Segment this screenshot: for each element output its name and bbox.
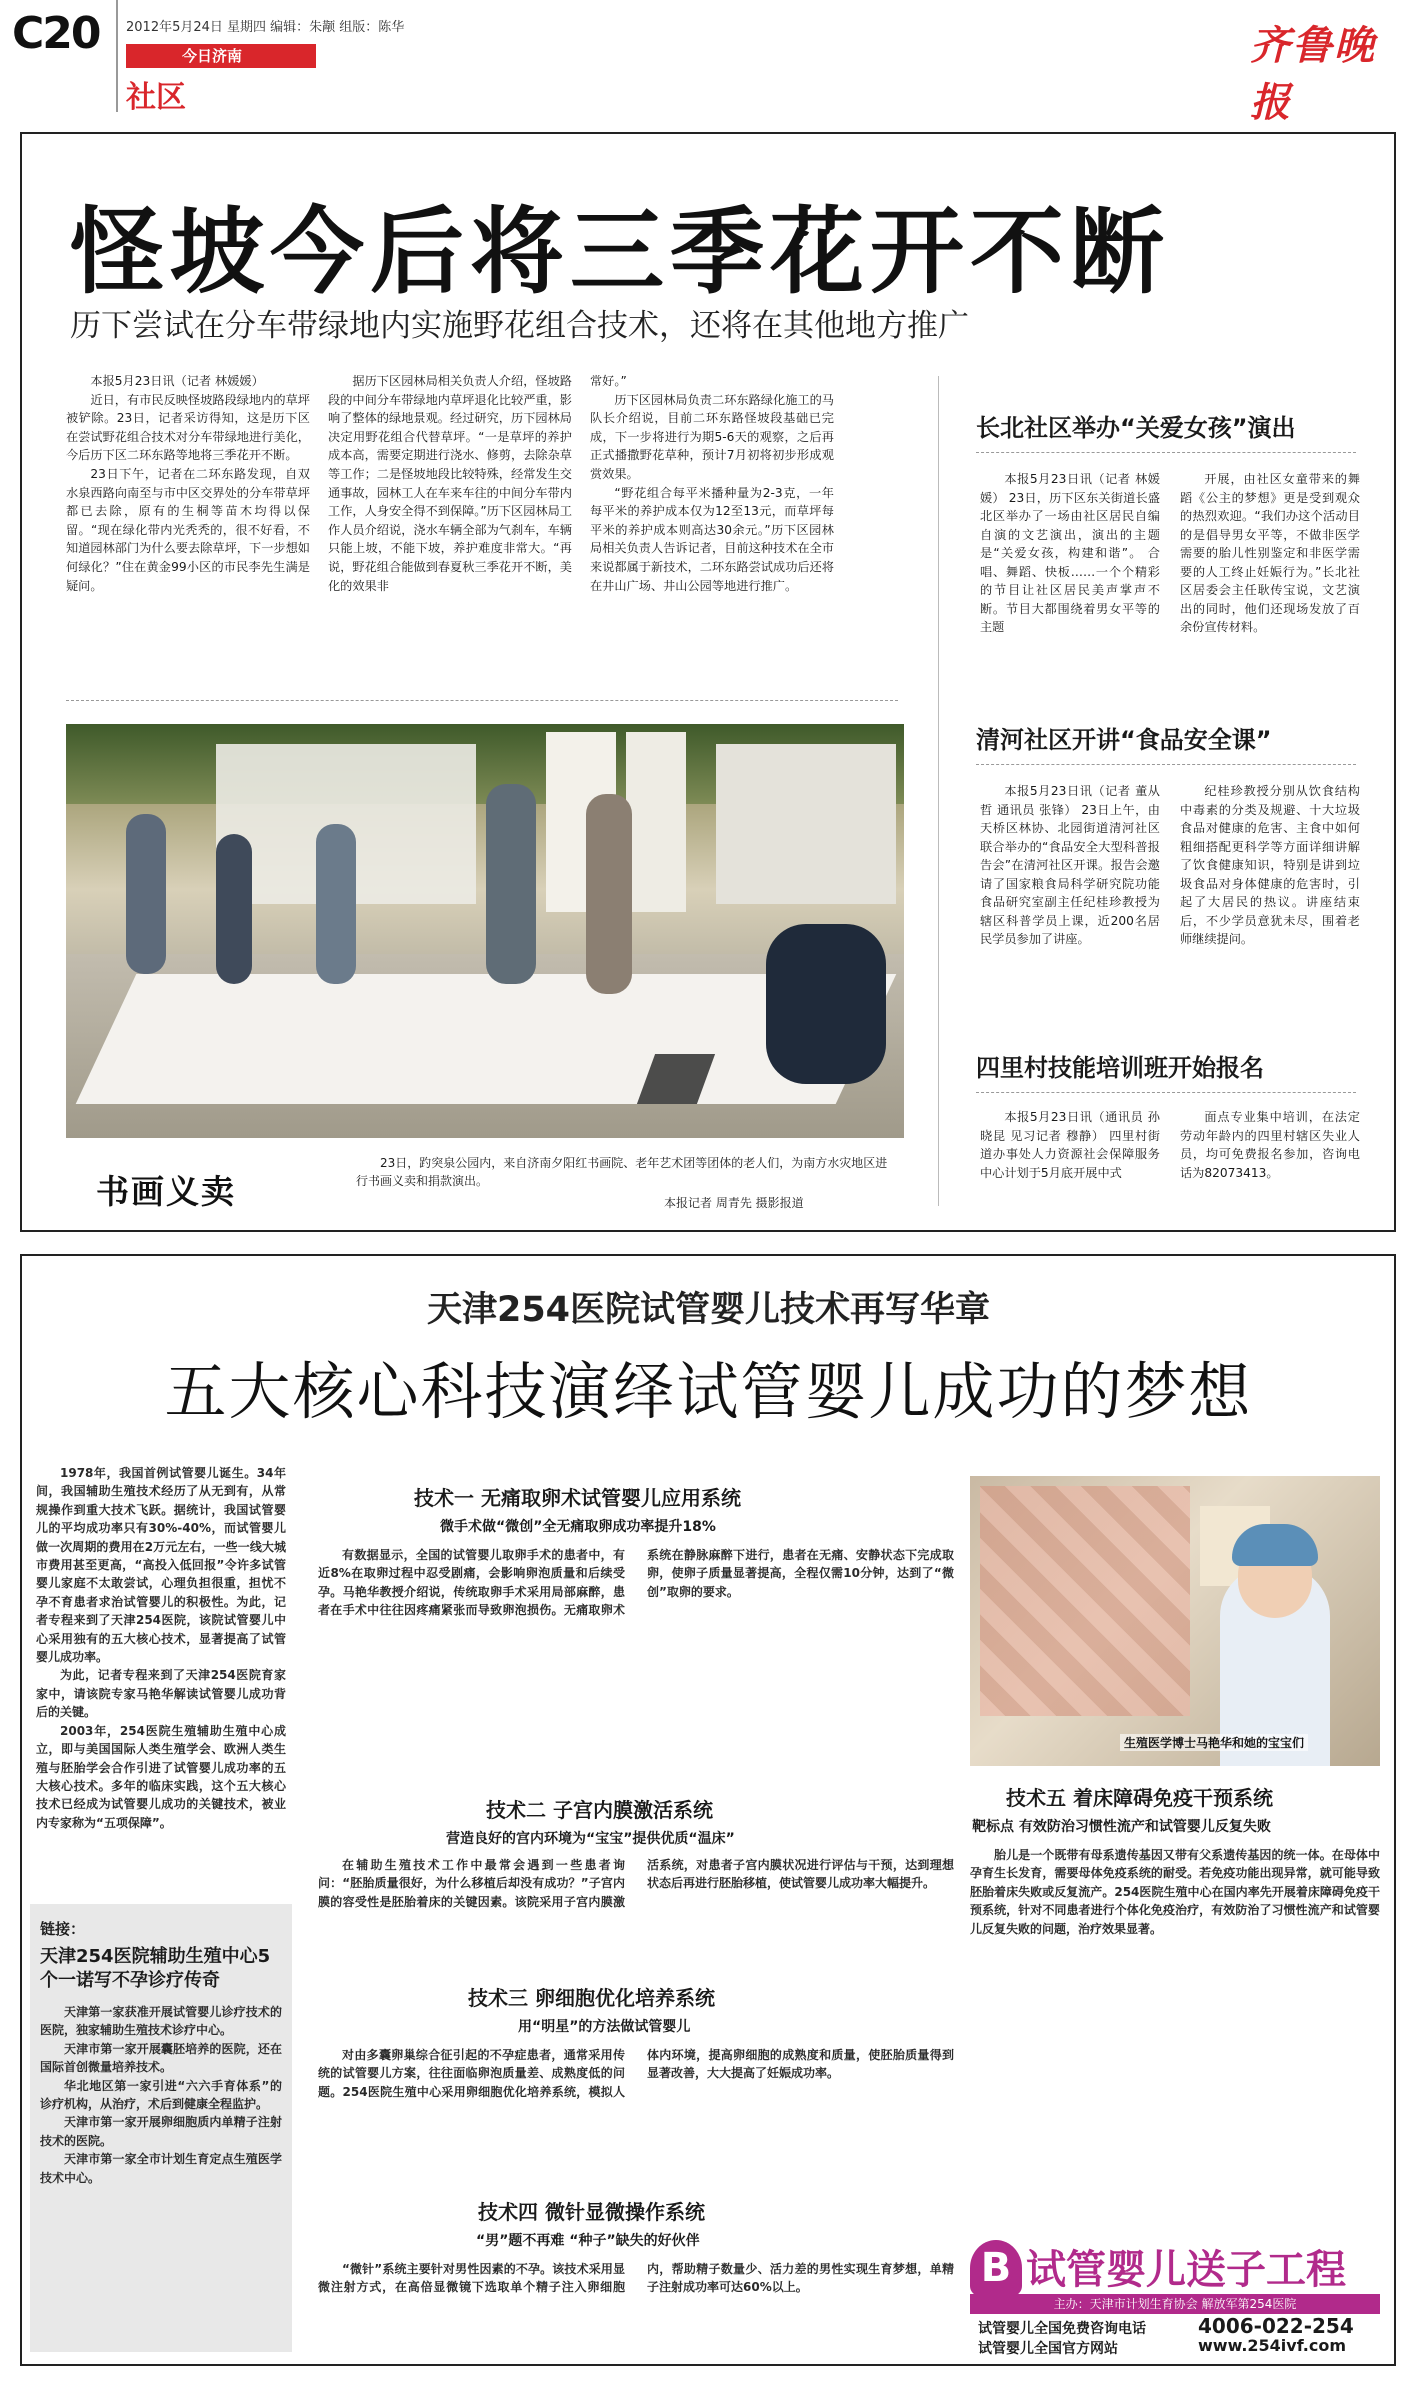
paragraph: 本报5月23日讯（通讯员 孙晓昆 见习记者 穆静） 四里村街道办事处人力资源社会保障服务中心计划于5月底开展中式: [980, 1110, 1160, 1180]
paragraph: 本报5月23日讯（记者 董从哲 通讯员 张锋） 23日上午，由天桥区林协、北园街道清河社区联合举办的“食品安全大型科普报告会”在清河社区开课。报告会邀请了国家粮食局科学研究院功能食品研究室副主任纪桂珍教授为辖区科普学员上课，近200名居民学员参加了讲座。: [980, 784, 1160, 946]
byline: 本报5月23日讯（记者 林媛媛）: [90, 374, 264, 388]
tech-1-title: 技术一 无痛取卵术试管婴儿应用系统: [414, 1486, 741, 1510]
main-article-col-1: [66, 372, 310, 595]
program-logo: B: [970, 2240, 1022, 2296]
tech-5-title: 技术五 着床障碍免疫干预系统: [1006, 1786, 1273, 1810]
photo-credit: 本报记者 周青先 摄影报道: [664, 1196, 804, 1210]
sidebar-article-2-col-2: [1180, 782, 1360, 949]
tech-1-sub: 微手术做“微创”全无痛取卵成功率提升18%: [440, 1519, 716, 1535]
sidebar-article-3-col-1: [980, 1108, 1160, 1182]
sidebar-article-3-col-2: [1180, 1108, 1360, 1182]
section-tag: [126, 44, 316, 68]
phone-label: 试管婴儿全国免费咨询电话: [978, 2321, 1146, 2337]
list-item: 天津市第一家全市计划生育定点生殖医学技术中心。: [40, 2152, 282, 2185]
website-url[interactable]: www.254ivf.com: [1198, 2336, 1347, 2355]
paragraph: 为此，记者专程来到了天津254医院育家家中，请该院专家马艳华解读试管婴儿成功背后的关键。: [36, 1668, 286, 1720]
main-subhead: 历下尝试在分车带绿地内实施野花组合技术，还将在其他地方推广: [70, 308, 969, 344]
photo-title: 书画义卖: [96, 1172, 236, 1211]
main-headline: 怪坡今后将三季花开不断: [70, 197, 1171, 307]
paragraph: “微针”系统主要针对男性因素的不孕。该技术采用显微注射方式，在高倍显微镜下选取单个精子注入卵细胞内，帮助精子数量少、活力差的男性实现生育梦想，单精子注射成功率可达60%以上。: [318, 2262, 954, 2295]
paragraph: 胎儿是一个既带有母系遗传基因又带有父系遗传基因的统一体。在母体中孕育生长发育，需要母体免疫系统的耐受。若免疫功能出现异常，就可能导致胚胎着床失败或反复流产。254医院生殖中心在国内率先开展着床障碍免疫干预系统，针对不同患者进行个体化免疫治疗，有效防治了习惯性流产和试管婴儿反复失败的问题，治疗效果显著。: [970, 1848, 1380, 1936]
paragraph: 1978年，我国首例试管婴儿诞生。34年间，我国辅助生殖技术经历了从无到有，从常规操作到重大技术飞跃。据统计，我国试管婴儿的平均成功率只有30%-40%，而试管婴儿做一次周期的费用在2万元左右，一些一线大城市费用甚至更高，“高投入低回报”令许多试管婴儿家庭不太敢尝试，心理负担很重，担忧不孕不育患者求治试管婴儿的积极性。为此，记者专程来到了天津254医院，该院试管婴儿中心采用独有的五大核心技术，显著提高了试管婴儿成功率。: [36, 1466, 286, 1665]
tech-3-body: [318, 2046, 954, 2176]
tech-1-body: [318, 1546, 954, 1772]
main-article-col-3: [590, 372, 834, 595]
photo-caption: 23日，趵突泉公园内，来自济南夕阳红书画院、老年艺术团等团体的老人们，为南方水灾地区进行书画义卖和捐款演出。: [356, 1156, 888, 1188]
paragraph: 2003年，254医院生殖辅助生殖中心成立，即与美国国际人类生殖学会、欧洲人类生殖与胚胎学会合作引进了试管婴儿成功率的五大核心技术。多年的临床实践，这个五大核心技术已经成为试管婴儿成功的关键技术，被业内专家称为“五项保障”。: [36, 1723, 286, 1830]
tech-3-title: 技术三 卵细胞优化培养系统: [468, 1986, 715, 2010]
tech-4-body: [318, 2260, 954, 2356]
main-article-col-2: [328, 372, 572, 595]
tech-5-sub: 靶标点 有效防治习惯性流产和试管婴儿反复失败: [972, 1819, 1271, 1835]
sidebar-article-3-title: 四里村技能培训班开始报名: [976, 1054, 1264, 1082]
sidebar-article-2-title: 清河社区开讲“食品安全课”: [976, 726, 1272, 754]
program-organizer: 主办：天津市计划生育协会 解放军第254医院: [970, 2294, 1380, 2314]
paragraph: 开展，由社区女童带来的舞蹈《公主的梦想》更是受到观众的热烈欢迎。“我们办这个活动目的是倡导男女平等，不做非医学需要的胎儿性别鉴定和非医学需要的人工终止妊娠行为。”长北社区居委会主任耿传宝说，文艺演出的同时，他们还现场发放了百余份宣传材料。: [1180, 472, 1360, 634]
ad-headline: 五大核心科技演绎试管婴儿成功的梦想: [164, 1355, 1253, 1428]
paragraph: 常好。”: [590, 374, 627, 388]
paragraph: 本报5月23日讯（记者 林媛媛） 23日，历下区东关街道长盛北区举办了一场由社区居民自编自演的文艺演出，演出的主题是“关爱女孩，构建和谐”。 合唱、舞蹈、快板……一个个精彩的节目让社区居民美声掌声不断。节目大都围绕着男女平等的主题: [980, 472, 1160, 634]
paragraph: 面点专业集中培训，在法定劳动年龄内的四里村辖区失业人员，均可免费报名参加，咨询电话为82073413。: [1180, 1110, 1360, 1180]
page-number: C20: [12, 8, 100, 59]
section-name: 社区: [126, 80, 186, 115]
paragraph: 近日，有市民反映怪坡路段绿地内的草坪被铲除。23日，记者采访得知，这是历下区在尝试野花组合技术对分车带绿地进行美化，今后历下区二环东路等地将三季花开不断。: [66, 392, 310, 463]
section-tag-label: 今日济南: [182, 47, 243, 65]
sidebar-article-1-title: 长北社区举办“关爱女孩”演出: [976, 414, 1296, 442]
photo-caption: 生殖医学博士马艳华和她的宝宝们: [1120, 1734, 1308, 1751]
phone-number: 4006-022-254: [1198, 2314, 1354, 2338]
tech-4-title: 技术四 微针显微操作系统: [478, 2200, 705, 2224]
program-title: 试管婴儿送子工程: [1026, 2247, 1346, 2293]
list-item: 华北地区第一家引进“六六手育体系”的诊疗机构，从治疗，术后到健康全程监护。: [40, 2078, 282, 2112]
tech-4-sub: “男”题不再难 “种子”缺失的好伙伴: [476, 2233, 700, 2249]
list-item: 天津第一家获准开展试管婴儿诊疗技术的医院，独家辅助生殖技术诊疗中心。: [40, 2005, 282, 2038]
tech-3-sub: 用“明星”的方法做试管婴儿: [518, 2019, 691, 2035]
link-box-title: 天津254医院辅助生殖中心5个一诺写不孕诊疗传奇: [40, 1946, 271, 1991]
tech-2-title: 技术二 子宫内膜激活系统: [486, 1798, 713, 1822]
paper-logo: 齐鲁晚报: [1250, 22, 1376, 126]
paragraph: 在辅助生殖技术工作中最常会遇到一些患者询问：“胚胎质量很好，为什么移植后却没有成功？”子宫内膜的容受性是胚胎着床的关键因素。该院采用子宫内膜激活系统，对患者子宫内膜状况进行评估与干预，达到理想状态后再进行胚胎移植，使试管婴儿成功率大幅提升。: [318, 1858, 954, 1909]
doctor-photo: [970, 1476, 1380, 1766]
header-rule: [116, 0, 118, 112]
list-item: 天津市第一家开展卵细胞质内单精子注射技术的医院。: [40, 2115, 282, 2148]
paragraph: 纪桂珍教授分别从饮食结构中毒素的分类及规避、十大垃圾食品对健康的危害、主食中如何粗细搭配更科学等方面详细讲解了饮食健康知识，特别是讲到垃圾食品对身体健康的危害时，引起了大居民的热议。讲座结束后，不少学员意犹未尽，围着老师继续提问。: [1180, 784, 1360, 946]
paragraph: 有数据显示，全国的试管婴儿取卵手术的患者中，有近8%在取卵过程中忍受剧痛，会影响卵泡质量和后续受孕。马艳华教授介绍说，传统取卵手术采用局部麻醉，患者在手术中往往因疼痛紧张而导致卵泡损伤。无痛取卵术系统在静脉麻醉下进行，患者在无痛、安静状态下完成取卵，使卵子质量显著提高，全程仅需10分钟，达到了“微创”取卵的要求。: [318, 1548, 954, 1618]
ad-kicker: 天津254医院试管婴儿技术再写华章: [426, 1290, 991, 1330]
tech-2-body: [318, 1856, 954, 1960]
link-box-label: 链接：: [40, 1920, 86, 1938]
article-divider: [66, 700, 898, 701]
sidebar-article-2-col-1: [980, 782, 1160, 949]
tech-2-sub: 营造良好的宫内环境为“宝宝”提供优质“温床”: [446, 1831, 735, 1847]
paragraph: 历下区园林局负责二环东路绿化施工的马队长介绍说，目前二环东路怪坡段基础已完成，下一步将进行为期5-6天的观察，之后再正式播撒野花草种，预计7月初将初步形成观赏效果。: [590, 392, 834, 481]
list-item: 天津市第一家开展囊胚培养的医院，还在国际首创微量培养技术。: [40, 2041, 282, 2075]
sidebar-article-1-col-2: [1180, 470, 1360, 637]
website-label: 试管婴儿全国官方网站: [978, 2341, 1118, 2357]
sidebar-article-1-col-1: [980, 470, 1160, 637]
sidebar-divider: [938, 376, 939, 1206]
link-box: [30, 1904, 292, 2352]
paragraph: 23日下午，记者在二环东路发现，自双水泉西路向南至与市中区交界处的分车带草坪都已去除，原有的生桐等苗木均得以保留。“现在绿化带内光秃秃的，很不好看，不知道园林部门为什么要去除草坪，下一步想如何绿化？”住在黄金99小区的市民李先生满是疑问。: [66, 466, 310, 593]
paragraph: “野花组合每平米播种量为2-3克，一年每平米的养护成本仅为12至13元，而草坪每平米的养护成本则高达30余元。”历下区园林局相关负责人告诉记者，目前这种技术在全市来说都属于新技术，二环东路尝试成功后还将在井山广场、井山公园等地进行推广。: [590, 485, 834, 593]
date-line: 2012年5月24日 星期四 编辑：朱颟 组版：陈华: [126, 20, 405, 35]
calligraphy-photo: [66, 724, 904, 1138]
paragraph: 据历下区园林局相关负责人介绍，怪坡路段的中间分车带绿地内草坪退化比较严重，影响了整体的绿地景观。经过研究，历下园林局决定用野花组合代替草坪。“一是草坪的养护成本高，需要定期进行浇水、修剪，去除杂草等工作；二是怪坡地段比较特殊，经常发生交通事故，园林工人在车来车往的中间分车带内工作，人身安全得不到保障。”历下区园林局工作人员介绍说，浇水车辆全部为气刹车，车辆只能上坡，不能下坡，养护难度非常大。“再说，野花组合能做到春夏秋三季花开不断，美化的效果非: [328, 374, 572, 593]
ad-intro-column: [36, 1464, 286, 1832]
program-sign: [970, 2236, 1380, 2356]
paragraph: 对由多囊卵巢综合征引起的不孕症患者，通常采用传统的试管婴儿方案，往往面临卵泡质量差、成熟度低的问题。254医院生殖中心采用卵细胞优化培养系统，模拟人体内环境，提高卵细胞的成熟度和质量，使胚胎质量得到显著改善，大大提高了妊娠成功率。: [318, 2048, 954, 2099]
tech-5-body: [970, 1846, 1380, 1938]
